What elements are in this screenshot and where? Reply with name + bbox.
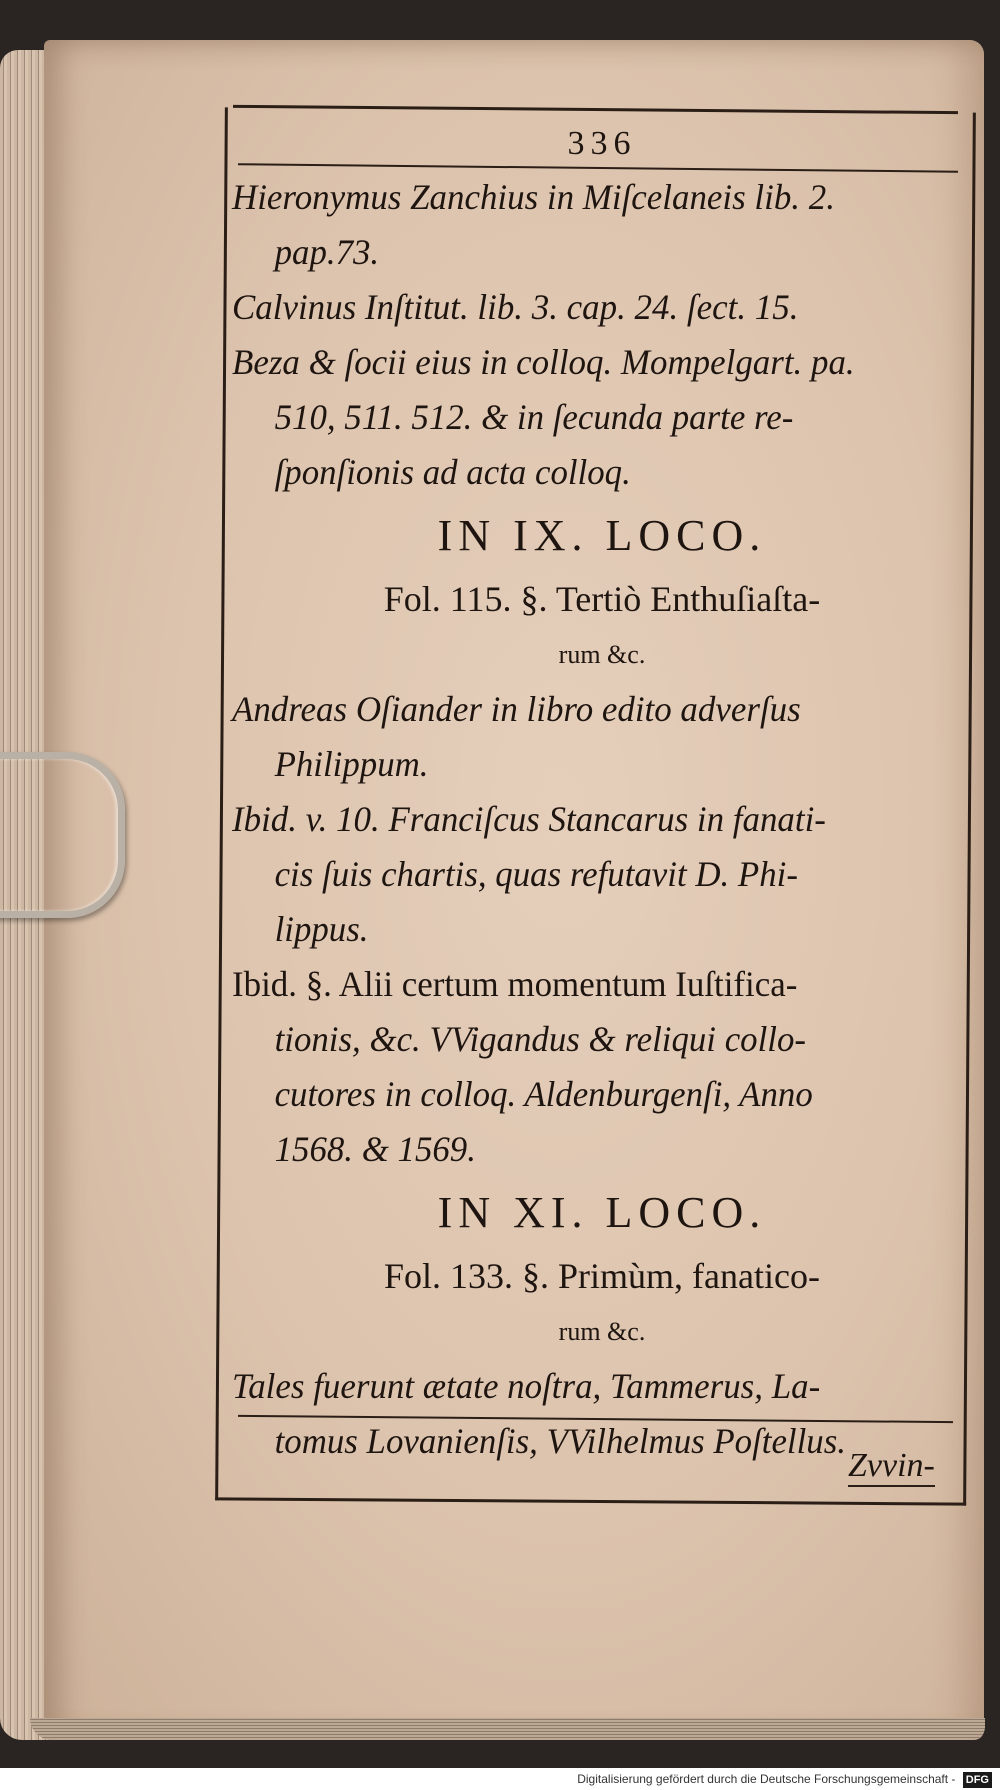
text-line: cis ſuis chartis, quas refutavit D. Phi- xyxy=(274,854,798,894)
text-line: Fol. 133. §. Primùm, fanatico- xyxy=(384,1256,820,1296)
text-line: Hieronymus Zanchius in Miſcelaneis lib. 2. xyxy=(232,177,835,217)
digitization-footer xyxy=(0,1768,1000,1790)
text-line: Tales fuerunt ætate noſtra, Tammerus, La- xyxy=(232,1366,821,1406)
catchword: Zvvin- xyxy=(848,1447,935,1487)
text-line: cutores in colloq. Aldenburgenſi, Anno xyxy=(274,1074,813,1114)
text-line: rum &c. xyxy=(558,1317,646,1346)
metal-clip xyxy=(0,752,125,918)
dfg-logo: DFG xyxy=(963,1772,992,1788)
text-line: tomus Lovanienſis, VVilhelmus Poſtellus. xyxy=(274,1421,846,1461)
section-heading: IN XI. LOCO. xyxy=(437,1188,767,1237)
text-line: Fol. 115. §. Tertiò Enthuſiaſta- xyxy=(383,579,821,619)
text-line: Ibid. §. Alii certum momentum Iuſtifica- xyxy=(232,964,798,1004)
text-line: lippus. xyxy=(274,909,369,949)
text-line: ſponſionis ad acta colloq. xyxy=(274,452,631,492)
footer-text: Digitalisierung gefördert durch die Deutsche Forschungsgemeinschaft - xyxy=(577,1772,956,1786)
section-heading: IN IX. LOCO. xyxy=(437,511,767,560)
text-line: pap.73. xyxy=(274,232,380,272)
text-line: Beza & ſocii eius in colloq. Mompelgart. pa. xyxy=(232,342,855,382)
text-line: Calvinus Inſtitut. lib. 3. cap. 24. ſect. 15. xyxy=(232,287,799,327)
text-line: Andreas Oſiander in libro edito adverſus xyxy=(232,689,801,729)
text-line: rum &c. xyxy=(558,640,646,669)
text-line: 1568. & 1569. xyxy=(274,1129,476,1169)
text-line: 510, 511. 512. & in ſecunda parte re- xyxy=(274,397,794,437)
bottom-page-edges xyxy=(30,1718,985,1740)
text-block xyxy=(232,118,972,1469)
text-line: tionis, &c. VVigandus & reliqui collo- xyxy=(274,1019,806,1059)
text-line: Philippum. xyxy=(274,744,429,784)
page-number: 336 xyxy=(567,125,637,162)
text-line: Ibid. v. 10. Franciſcus Stancarus in fanati- xyxy=(232,799,826,839)
